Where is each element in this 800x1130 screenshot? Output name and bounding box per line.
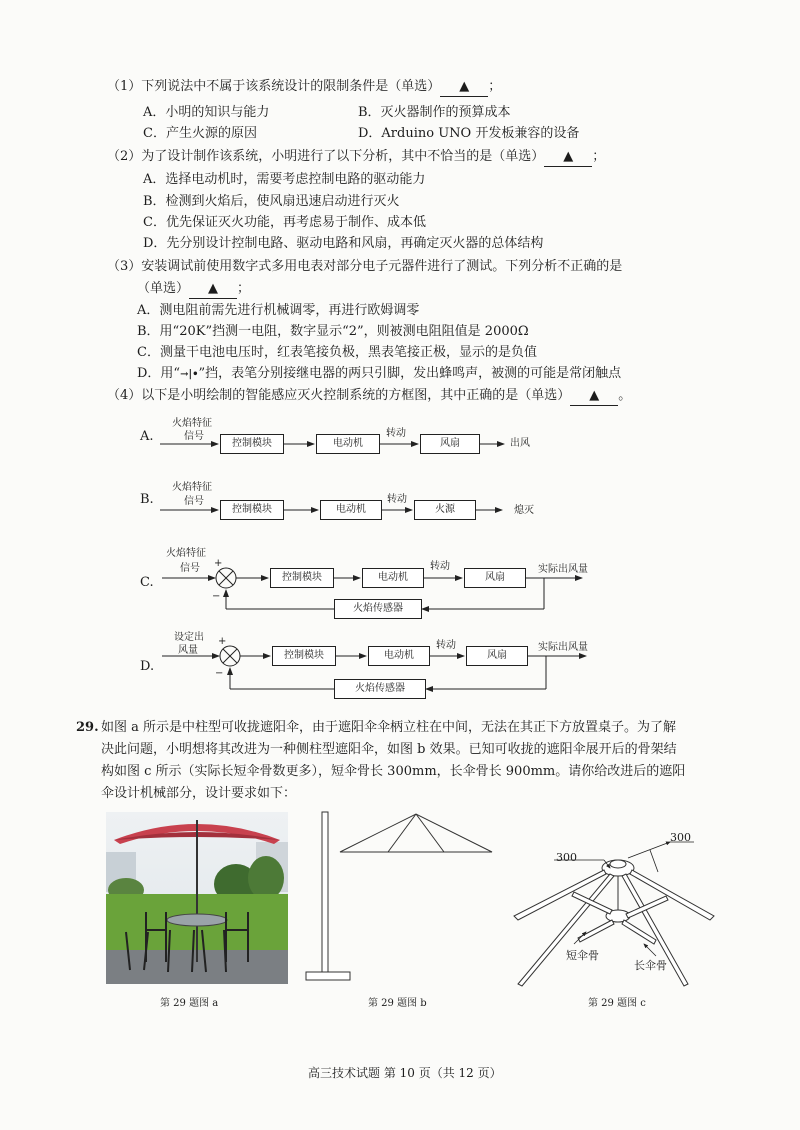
diagram-d-fan: 风扇 [466, 646, 528, 666]
diagram-c-motor: 电动机 [362, 568, 424, 588]
q29-text-line3: 构如图 c 所示（实际长短伞骨数更多），短伞骨长 300mm，长伞骨长 900mm。请你给改进后的遮阳 [101, 764, 686, 779]
q2-option-c[interactable]: C．优先保证灭火功能，再考虑易于制作、成本低 [143, 215, 426, 230]
diagram-a-letter[interactable]: A. [140, 429, 154, 444]
long-rib-label: 长伞骨 [634, 959, 667, 972]
q2-answer-blank[interactable]: ▲ [544, 148, 592, 167]
diagram-c-input-label: 火焰特征 [166, 548, 206, 559]
q2-option-b[interactable]: B．检测到火焰后，使风扇迅速启动进行灭火 [143, 194, 400, 209]
diagram-a-fan: 风扇 [420, 434, 480, 454]
q3-stem: （3）安装调试前使用数字式多用电表对部分电子元器件进行了测试。下列分析不正确的是 [107, 259, 623, 274]
diagram-c-plus: + [214, 558, 223, 569]
diagram-b-rotate-label: 转动 [387, 494, 407, 505]
diagram-d-flame-sensor: 火焰传感器 [334, 679, 426, 699]
q1-option-b[interactable]: B．灭火器制作的预算成本 [358, 105, 511, 120]
q1-option-c[interactable]: C．产生火源的原因 [143, 126, 257, 141]
dim-300-right: 300 [670, 831, 691, 844]
diagram-b-letter[interactable]: B. [140, 492, 154, 507]
q29-number: 29. [76, 720, 99, 735]
diagram-a-input-label2: 信号 [184, 431, 204, 442]
diagram-c-flame-sensor: 火焰传感器 [334, 599, 422, 619]
diagram-d-control-module: 控制模块 [272, 646, 336, 666]
q1-option-d[interactable]: D．Arduino UNO 开发板兼容的设备 [358, 126, 580, 141]
diagram-c-control-module: 控制模块 [270, 568, 334, 588]
diagram-c-output: 实际出风量 [538, 564, 588, 575]
diagram-a-input-label: 火焰特征 [172, 418, 212, 429]
q3-option-c[interactable]: C．测量干电池电压时，红表笔接负极，黑表笔接正极，显示的是负值 [137, 345, 537, 360]
q3-option-a[interactable]: A．测电阻前需先进行机械调零，再进行欧姆调零 [137, 303, 420, 318]
diagram-c-minus: − [212, 591, 221, 602]
q3-stem-cont: （单选） ▲ ； [137, 280, 250, 299]
diagram-b-input-label2: 信号 [184, 496, 204, 507]
dim-300-left: 300 [556, 851, 577, 864]
diagram-d-minus: − [215, 668, 224, 679]
q3-answer-blank[interactable]: ▲ [189, 280, 237, 299]
diagram-d-motor: 电动机 [368, 646, 430, 666]
q3-option-d[interactable]: D．用“→|•”挡，表笔分别接继电器的两只引脚，发出蜂鸣声，被测的可能是常闭触点 [137, 366, 622, 381]
short-rib-label: 短伞骨 [566, 949, 599, 962]
diagram-b-fire-source: 火源 [414, 500, 476, 520]
q2-stem: （2）为了设计制作该系统，小明进行了以下分析，其中不恰当的是（单选） ▲ ； [107, 148, 605, 167]
q4-stem: （4）以下是小明绘制的智能感应灭火控制系统的方框图，其中正确的是（单选） ▲ 。 [107, 387, 631, 406]
q3-option-b[interactable]: B．用“20K”挡测一电阻，数字显示“2”，则被测电阻阻值是 2000Ω [137, 324, 529, 339]
diode-buzzer-icon: →|• [180, 369, 199, 380]
diagram-a-rotate-label: 转动 [386, 428, 406, 439]
q2-option-a[interactable]: A．选择电动机时，需要考虑控制电路的驱动能力 [143, 172, 426, 187]
figure-c-caption: 第 29 题图 c [588, 998, 646, 1009]
page-footer: 高三技术试题 第 10 页（共 12 页） [308, 1066, 502, 1080]
diagram-d-input-label: 设定出 [174, 632, 204, 643]
diagram-a-motor: 电动机 [316, 434, 380, 454]
q29-text-line4: 伞设计机械部分，设计要求如下： [101, 786, 297, 801]
diagram-c-input-label2: 信号 [180, 563, 200, 574]
q2-option-d[interactable]: D．先分别设计控制电路、驱动电路和风扇，再确定灭火器的总体结构 [143, 236, 544, 251]
diagram-b-control-module: 控制模块 [220, 500, 284, 520]
diagram-c-rotate-label: 转动 [430, 561, 450, 572]
q29-text-line2: 决此问题，小明想将其改进为一种侧柱型遮阳伞，如图 b 效果。已知可收拢的遮阳伞展开后的骨架结 [101, 742, 677, 757]
q1-stem: （1）下列说法中不属于该系统设计的限制条件是（单选） ▲ ； [107, 78, 501, 97]
diagram-d-input-label2: 风量 [178, 645, 198, 656]
diagram-d-output: 实际出风量 [538, 642, 588, 653]
q1-answer-blank[interactable]: ▲ [440, 78, 488, 97]
diagram-b-input-label: 火焰特征 [172, 482, 212, 493]
umbrella-photo-figure-a [106, 812, 288, 984]
figure-a-caption: 第 29 题图 a [160, 998, 219, 1009]
diagram-d-plus: + [218, 636, 227, 647]
diagram-d-rotate-label: 转动 [436, 640, 456, 651]
figure-b-caption: 第 29 题图 b [368, 998, 427, 1009]
diagram-a-control-module: 控制模块 [220, 434, 284, 454]
q1-option-a[interactable]: A．小明的知识与能力 [143, 105, 270, 120]
rib-structure-figure-c [508, 820, 728, 988]
diagram-d-letter[interactable]: D. [140, 659, 155, 674]
q29-text-line1: 如图 a 所示是中柱型可收拢遮阳伞，由于遮阳伞伞柄立柱在中间，无法在其正下方放置桌子。为了解 [101, 720, 677, 735]
diagram-b-output: 熄灭 [514, 505, 534, 516]
diagram-b-motor: 电动机 [320, 500, 382, 520]
diagram-c-fan: 风扇 [464, 568, 526, 588]
q4-answer-blank[interactable]: ▲ [570, 387, 618, 406]
diagram-c-letter[interactable]: C. [140, 575, 154, 590]
side-pole-umbrella-figure-b [300, 806, 500, 986]
diagram-a-output: 出风 [510, 438, 530, 449]
